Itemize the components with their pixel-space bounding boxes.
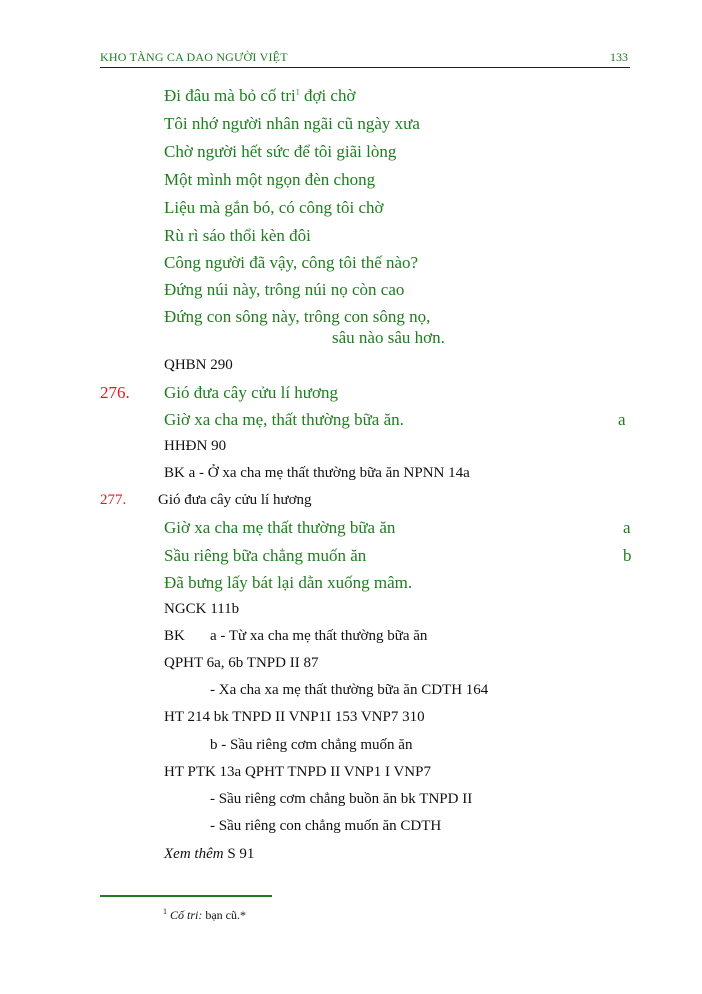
source-reference: HT PTK 13a QPHT TNPD II VNP1 I VNP7 bbox=[164, 764, 431, 780]
verse-line: Chờ người hết sức để tôi giãi lòng bbox=[164, 142, 397, 161]
running-header bbox=[100, 50, 630, 68]
variant-marker: a bbox=[618, 410, 626, 429]
source-reference: NGCK 111b bbox=[164, 601, 240, 617]
page-number: 133 bbox=[610, 50, 628, 64]
variant-note: b - Sầu riêng cơm chẳng muốn ăn bbox=[210, 737, 413, 753]
source-reference: QPHT 6a, 6b TNPD II 87 bbox=[164, 655, 319, 671]
footnote-divider bbox=[100, 895, 272, 897]
verse-line: Sầu riêng bữa chẳng muốn ăn bbox=[164, 546, 367, 565]
verse-line: Giờ xa cha mẹ, thất thường bữa ăn. bbox=[164, 410, 404, 429]
variant-marker: b bbox=[623, 546, 632, 565]
variant-note: BK a - Ở xa cha mẹ thất thường bữa ăn NPNN 14a bbox=[164, 465, 470, 481]
footnote-term: Cố tri: bbox=[170, 908, 203, 922]
entry-number: 276. bbox=[100, 383, 130, 402]
xem-them-label: Xem thêm bbox=[164, 846, 224, 862]
verse-line: Gió đưa cây cửu lí hương bbox=[164, 383, 339, 402]
verse-line: Liệu mà gắn bó, có công tôi chờ bbox=[164, 198, 384, 217]
verse-line: Công người đã vậy, công tôi thế nào? bbox=[164, 253, 419, 272]
variant-note: - Xa cha xa mẹ thất thường bữa ăn CDTH 164 bbox=[210, 682, 489, 698]
footnote-text: bạn cũ.* bbox=[202, 908, 246, 922]
verse-line: Tôi nhớ người nhân ngãi cũ ngày xưa bbox=[164, 114, 420, 133]
variant-note: a - Từ xa cha mẹ thất thường bữa ăn bbox=[210, 628, 428, 644]
footnote: $^1$ Cố tri: bạn cũ.* bbox=[163, 907, 246, 922]
verse-line: Đứng núi này, trông núi nọ còn cao bbox=[164, 280, 405, 299]
variant-marker: a bbox=[623, 518, 631, 537]
verse-line: Một mình một ngọn đèn chong bbox=[164, 170, 376, 189]
source-reference: QHBN 290 bbox=[164, 357, 233, 373]
variant-note: - Sầu riêng con chẳng muốn ăn CDTH bbox=[210, 818, 442, 834]
verse-line: Giờ xa cha mẹ thất thường bữa ăn bbox=[164, 518, 396, 537]
entry-number: 277. bbox=[100, 492, 127, 508]
verse-line: Rù rì sáo thổi kèn đôi bbox=[164, 226, 311, 245]
cross-reference bbox=[164, 846, 254, 863]
xem-them-ref: S 91 bbox=[223, 846, 255, 862]
variant-label: BK bbox=[164, 628, 185, 644]
verse-line: Gió đưa cây cửu lí hương bbox=[158, 492, 312, 508]
verse-line: Đã bưng lấy bát lại dằn xuống mâm. bbox=[164, 573, 413, 592]
source-reference: HT 214 bk TNPD II VNP1I 153 VNP7 310 bbox=[164, 709, 425, 725]
variant-note: - Sầu riêng cơm chẳng buồn ăn bk TNPD II bbox=[210, 791, 473, 807]
book-title: KHO TÀNG CA DAO NGƯỜI VIỆT bbox=[100, 50, 288, 64]
verse-line: Đi đâu mà bỏ cố tri$^1$ đợi chờ bbox=[164, 86, 356, 105]
verse-line-indented: sâu nào sâu hơn. bbox=[332, 328, 445, 347]
source-reference: HHĐN 90 bbox=[164, 438, 227, 454]
footnote-marker: 1 bbox=[295, 87, 300, 97]
verse-line: Đứng con sông này, trông con sông nọ, bbox=[164, 307, 431, 326]
